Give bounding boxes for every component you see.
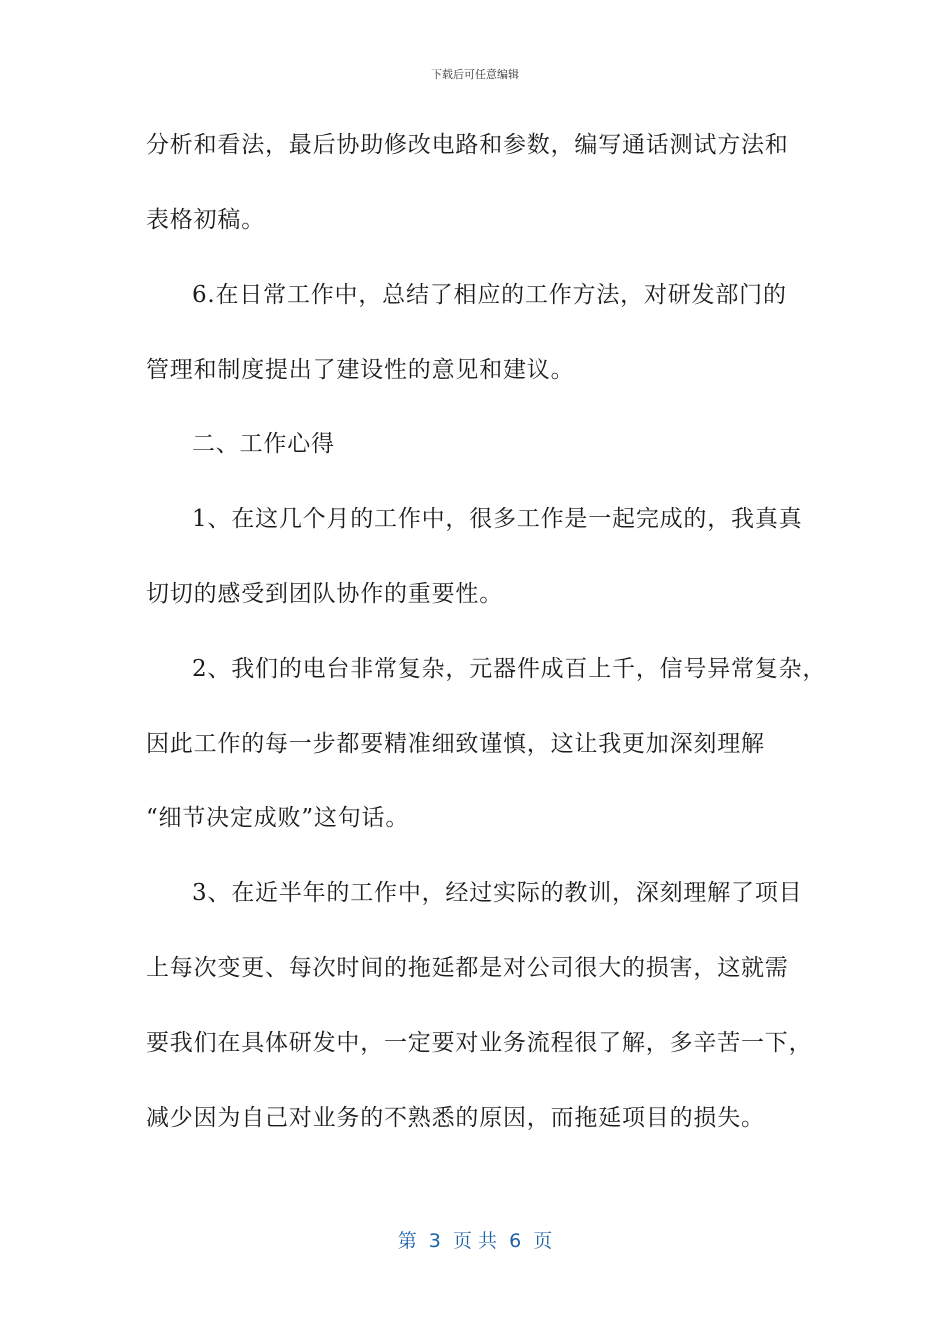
body-line-8: 2、我们的电台非常复杂，元器件成百上千，信号异常复杂， — [192, 656, 827, 682]
page-number-footer: 第 3 页 共 6 页 — [397, 1230, 553, 1252]
body-line-12: 上每次变更、每次时间的拖延都是对公司很大的损害，这就需 — [146, 955, 789, 981]
body-line-6: 1、在这几个月的工作中，很多工作是一起完成的，我真真 — [192, 506, 803, 532]
body-line-13: 要我们在具体研发中，一定要对业务流程很了解，多辛苦一下， — [146, 1030, 813, 1056]
body-line-10: “细节决定成败”这句话。 — [146, 805, 410, 831]
body-line-2: 表格初稿。 — [146, 207, 265, 233]
body-line-3: 6.在日常工作中，总结了相应的工作方法，对研发部门的 — [192, 282, 787, 308]
header-note: 下载后可任意编辑 — [431, 68, 519, 81]
body-line-14: 减少因为自己对业务的不熟悉的原因，而拖延项目的损失。 — [146, 1105, 765, 1131]
body-line-4: 管理和制度提出了建设性的意见和建议。 — [146, 357, 575, 383]
section-heading: 二、工作心得 — [192, 431, 335, 457]
body-line-7: 切切的感受到团队协作的重要性。 — [146, 581, 503, 607]
body-line-1: 分析和看法，最后协助修改电路和参数，编写通话测试方法和 — [146, 132, 789, 158]
body-line-9: 因此工作的每一步都要精准细致谨慎，这让我更加深刻理解 — [146, 731, 765, 757]
body-line-11: 3、在近半年的工作中，经过实际的教训，深刻理解了项目 — [192, 880, 803, 906]
